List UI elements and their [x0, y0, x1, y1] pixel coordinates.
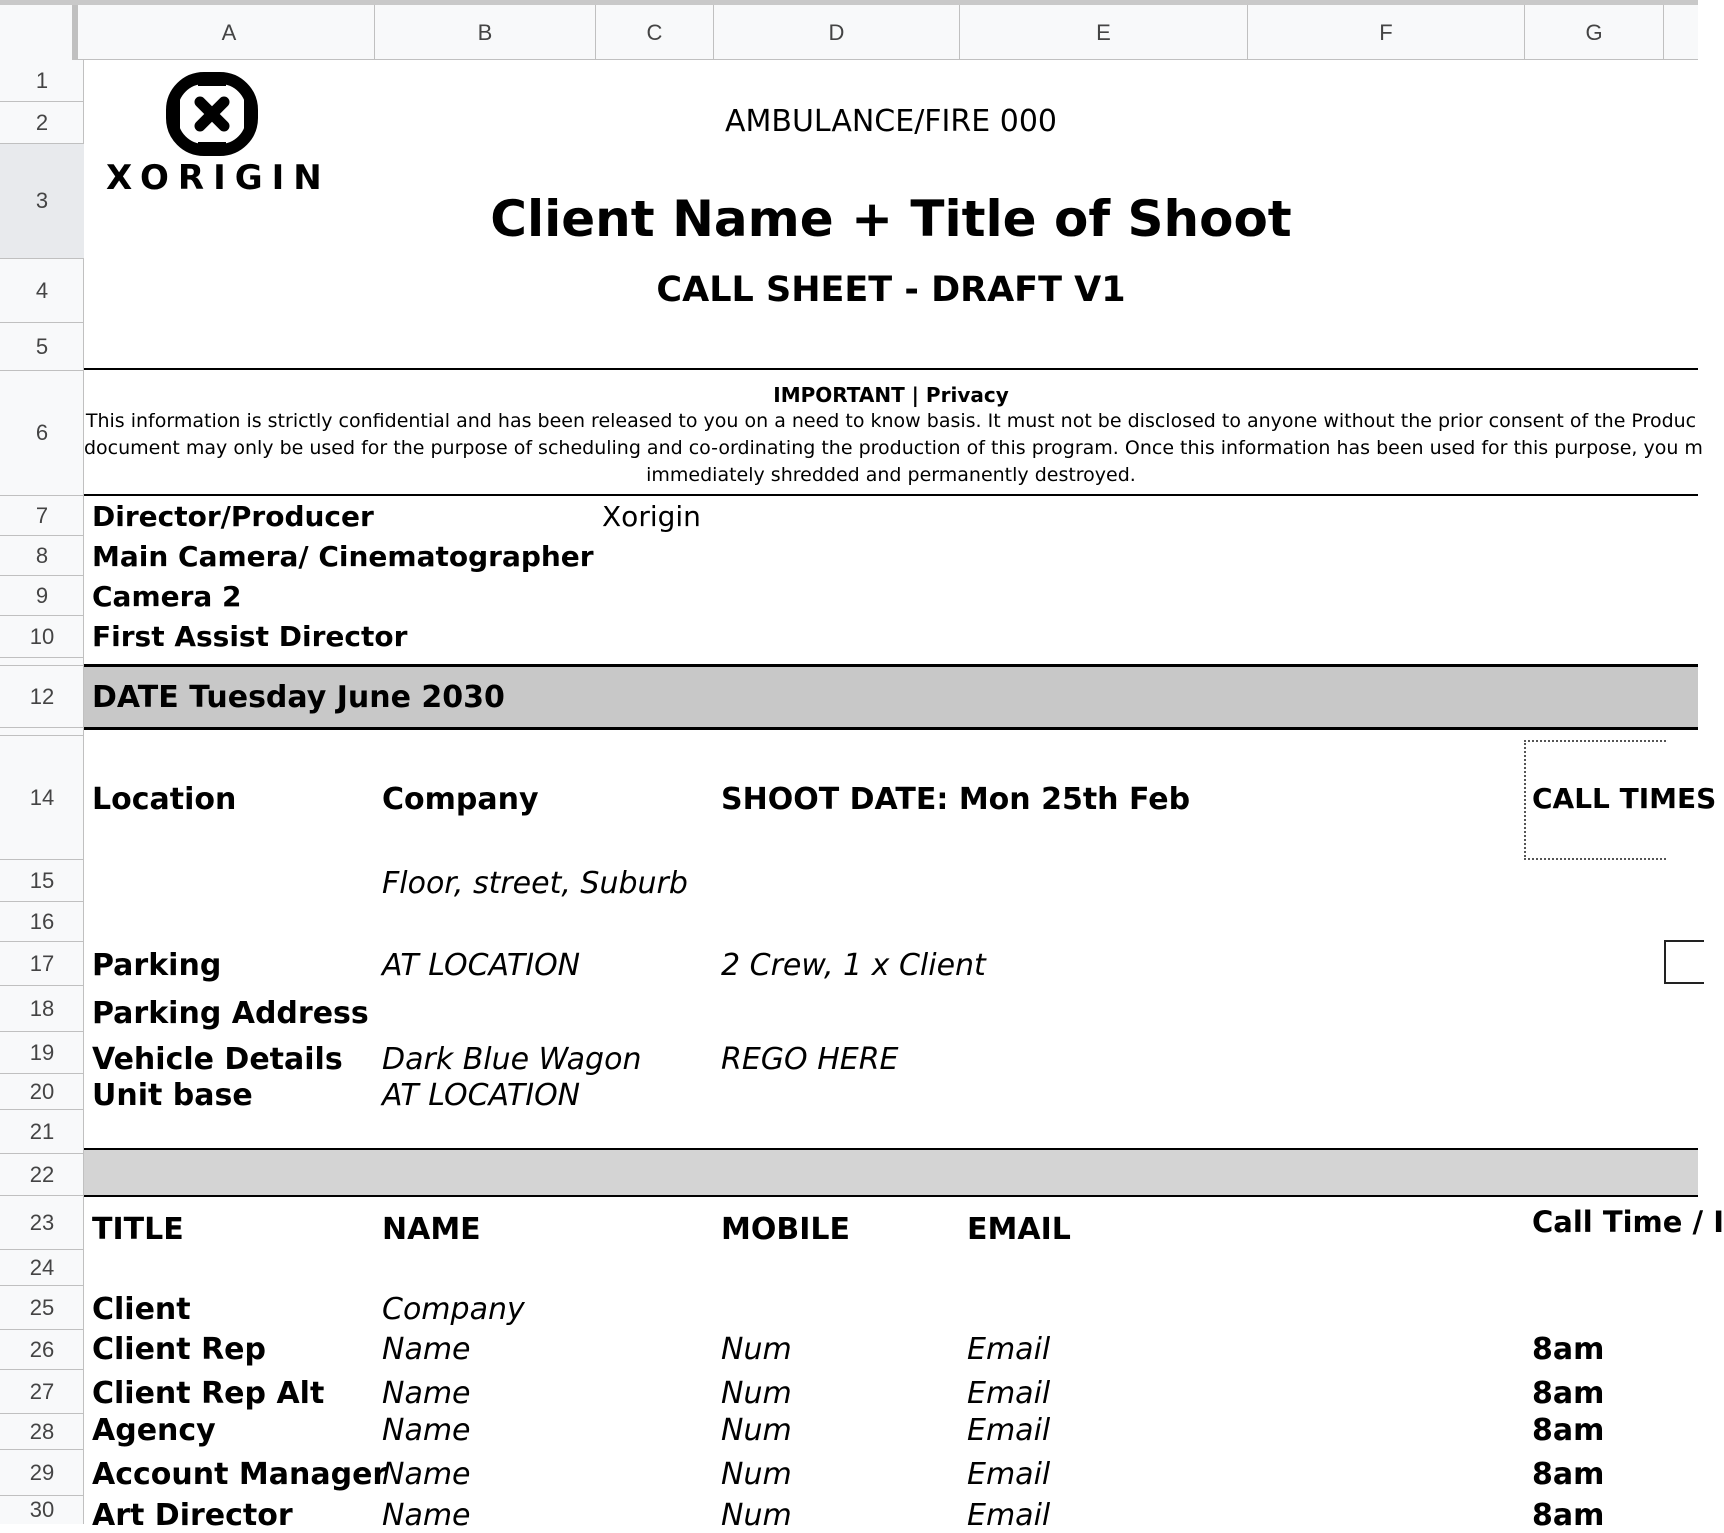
crew-label-main-camera: Main Camera/ Cinematographer [92, 540, 594, 573]
column-header-a[interactable]: A [84, 5, 375, 60]
contact-call-time[interactable]: 8am [1532, 1457, 1605, 1492]
contact-title: Client [92, 1292, 191, 1327]
row-header-22[interactable]: 22 [0, 1154, 84, 1196]
contacts-header-mobile: MOBILE [721, 1212, 850, 1247]
row-header-13[interactable] [0, 728, 84, 736]
column-header-c[interactable]: C [596, 5, 714, 60]
call-sheet-subtitle: CALL SHEET - DRAFT V1 [656, 270, 1126, 310]
row-header-14[interactable]: 14 [0, 736, 84, 860]
row-header-29[interactable]: 29 [0, 1450, 84, 1496]
location-label: Location [92, 782, 237, 817]
vehicle-label: Vehicle Details [92, 1042, 343, 1077]
row-header-25[interactable]: 25 [0, 1286, 84, 1330]
divider [84, 368, 1698, 370]
vehicle-rego[interactable]: REGO HERE [721, 1042, 899, 1077]
privacy-line-3: immediately shredded and permanently destroyed. [646, 464, 1136, 486]
row-header-3[interactable]: 3 [0, 144, 84, 259]
crew-label-director: Director/Producer [92, 500, 374, 533]
contact-call-time[interactable]: 8am [1532, 1332, 1605, 1367]
row-header-18[interactable]: 18 [0, 986, 84, 1032]
column-header-f[interactable]: F [1248, 5, 1525, 60]
contact-email[interactable]: Email [967, 1413, 1051, 1448]
row-header-24[interactable]: 24 [0, 1250, 84, 1286]
contact-mobile[interactable]: Num [721, 1332, 792, 1367]
vehicle-value[interactable]: Dark Blue Wagon [382, 1042, 642, 1077]
row-header-7[interactable]: 7 [0, 496, 84, 536]
checkbox[interactable] [1664, 940, 1704, 984]
address-value[interactable]: Floor, street, Suburb [382, 866, 688, 901]
contact-title: Client Rep [92, 1332, 266, 1367]
row-header-8[interactable]: 8 [0, 536, 84, 576]
logo-wordmark: XORIGIN [106, 158, 331, 198]
row-header-15[interactable]: 15 [0, 860, 84, 902]
emergency-number: AMBULANCE/FIRE 000 [724, 104, 1058, 139]
contact-email[interactable]: Email [967, 1498, 1051, 1533]
contact-mobile[interactable]: Num [721, 1376, 792, 1411]
row-header-1[interactable]: 1 [0, 60, 84, 102]
row-header-20[interactable]: 20 [0, 1074, 84, 1110]
row-header-4[interactable]: 4 [0, 259, 84, 323]
contact-title: Client Rep Alt [92, 1376, 325, 1411]
row-header-28[interactable]: 28 [0, 1414, 84, 1450]
contact-name[interactable]: Name [382, 1498, 471, 1533]
contacts-header-name: NAME [382, 1212, 481, 1247]
row-header-9[interactable]: 9 [0, 576, 84, 616]
parking-value[interactable]: AT LOCATION [382, 948, 581, 983]
row-header-27[interactable]: 27 [0, 1370, 84, 1414]
divider [84, 1148, 1698, 1150]
contact-name[interactable]: Name [382, 1332, 471, 1367]
row-header-21[interactable]: 21 [0, 1110, 84, 1154]
contact-mobile[interactable]: Num [721, 1498, 792, 1533]
call-times-label: CALL TIMES [1532, 782, 1717, 815]
row-header-11[interactable] [0, 658, 84, 666]
contact-call-time[interactable]: 8am [1532, 1413, 1605, 1448]
crew-label-first-ad: First Assist Director [92, 620, 408, 653]
column-header-d[interactable]: D [714, 5, 960, 60]
contacts-header-email: EMAIL [967, 1212, 1071, 1247]
column-header-next[interactable] [1664, 5, 1698, 60]
row-header-2[interactable]: 2 [0, 102, 84, 144]
column-header-e[interactable]: E [960, 5, 1248, 60]
contact-email[interactable]: Email [967, 1332, 1051, 1367]
contact-name[interactable]: Name [382, 1413, 471, 1448]
parking-label: Parking [92, 948, 222, 983]
column-header-g[interactable]: G [1525, 5, 1664, 60]
crew-label-camera-2: Camera 2 [92, 580, 242, 613]
contact-email[interactable]: Email [967, 1376, 1051, 1411]
row-header-26[interactable]: 26 [0, 1330, 84, 1370]
row-header-17[interactable]: 17 [0, 942, 84, 986]
privacy-notice [84, 408, 1703, 489]
contact-email[interactable]: Email [967, 1457, 1051, 1492]
company-label: Company [382, 782, 539, 817]
privacy-heading: IMPORTANT | Privacy [773, 383, 1009, 407]
contact-name[interactable]: Name [382, 1376, 471, 1411]
contacts-header-title: TITLE [92, 1212, 184, 1247]
row-header-16[interactable]: 16 [0, 902, 84, 942]
select-all-corner[interactable] [0, 5, 78, 60]
shoot-date-band: DATE Tuesday June 2030 [92, 680, 505, 715]
unit-base-value[interactable]: AT LOCATION [382, 1078, 581, 1113]
divider [84, 494, 1698, 496]
contact-name[interactable]: Company [382, 1292, 525, 1327]
parking-address-label: Parking Address [92, 996, 369, 1031]
row-header-5[interactable]: 5 [0, 323, 84, 371]
shoot-date: SHOOT DATE: Mon 25th Feb [721, 782, 1191, 817]
divider [84, 727, 1698, 730]
row-header-6[interactable]: 6 [0, 371, 84, 496]
contact-mobile[interactable]: Num [721, 1457, 792, 1492]
privacy-line-2: document may only be used for the purpose of scheduling and co-ordinating the production of this program. Once this information has been used for this purpose, you m [84, 437, 1703, 459]
crew-value-director[interactable]: Xorigin [602, 500, 701, 533]
section-band [84, 1150, 1698, 1196]
column-header-b[interactable]: B [375, 5, 596, 60]
contact-call-time[interactable]: 8am [1532, 1376, 1605, 1411]
contact-title: Art Director [92, 1498, 293, 1533]
contact-name[interactable]: Name [382, 1457, 471, 1492]
contact-title: Agency [92, 1413, 216, 1448]
privacy-line-1: This information is strictly confidential and has been released to you on a need to know basis. It must not be disclosed to anyone without the prior consent of the Produc [85, 410, 1697, 432]
row-header-23[interactable]: 23 [0, 1196, 84, 1250]
divider [84, 1195, 1698, 1197]
contact-call-time[interactable]: 8am [1532, 1498, 1605, 1533]
divider [84, 664, 1698, 667]
row-header-30[interactable]: 30 [29, 1497, 55, 1522]
row-header-12[interactable]: 12 [0, 666, 84, 728]
unit-base-label: Unit base [92, 1078, 253, 1113]
contact-title: Account Manager [92, 1457, 388, 1492]
parking-note[interactable]: 2 Crew, 1 x Client [721, 948, 986, 983]
row-header-19[interactable]: 19 [0, 1032, 84, 1074]
contacts-header-call-time: Call Time / I [1532, 1205, 1724, 1239]
page-title: Client Name + Title of Shoot [490, 190, 1292, 248]
contact-mobile[interactable]: Num [721, 1413, 792, 1448]
row-header-10[interactable]: 10 [0, 616, 84, 658]
